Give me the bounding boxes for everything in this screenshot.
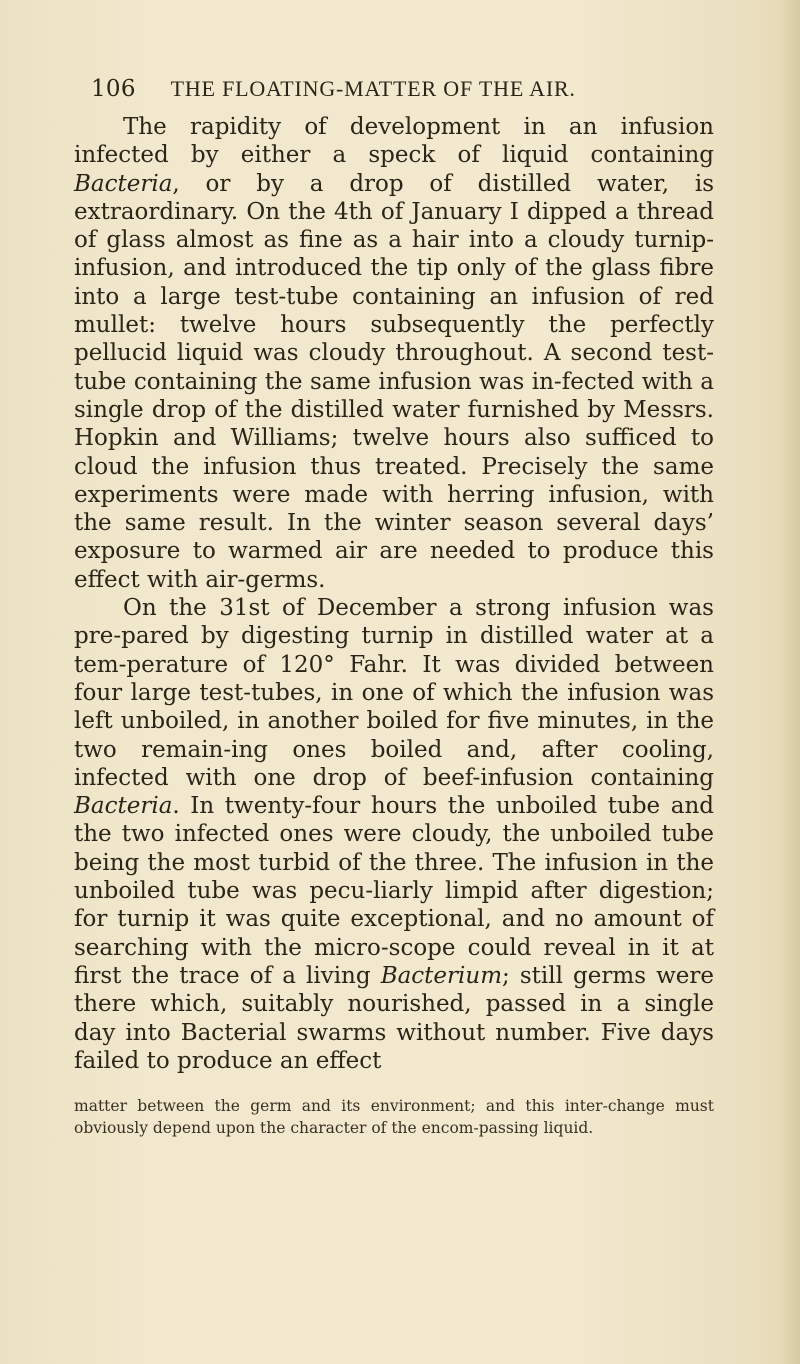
paragraph — [74, 113, 714, 594]
paragraph-text: The rapidity of development in an infusion infected by either a speck of liquid containing — [74, 114, 714, 169]
paragraph-text: . In twenty-four hours the unboiled tube and the two infected ones were cloudy, the unboiled tube being the most turbid of the three. The infusion in the unboiled tube was pecu-liarly limpid after digestion; for turnip it was quite exceptional, and no amount of searching with the micro-scope could reveal in it at first the trace of a living — [74, 793, 714, 989]
paragraph-text: , or by a drop of distilled water, is extraordinary. On the 4th of January I dipped a thread of glass almost as fine as a hair into a cloudy turnip-infusion, and introduced the tip only of the glass fibre into a large test-tube containing an infusion of red mullet: twelve hours subsequently the perfectly pellucid liquid was cloudy throughout. A second test-tube containing the same infusion was in-fected with a single drop of the distilled water furnished by Messrs. Hopkin and Williams; twelve hours also sufficed to cloud the infusion thus treated. Precisely the same experiments were made with herring infusion, with the same result. In the winter season several days’ exposure to warmed air are needed to produce this effect with air-germs. — [74, 170, 714, 593]
italic-term: Bacterium — [380, 962, 503, 989]
page-number: 106 — [91, 76, 136, 102]
italic-term: Bacteria — [74, 793, 173, 820]
paragraph — [74, 594, 714, 1075]
page-header — [91, 76, 651, 102]
paragraph-text: ; still germs were there which, suitably nourished, passed in a single day into Bacterial swarms without number. Five days failed to produce an effect — [74, 962, 714, 1074]
page-edge-shadow — [782, 0, 800, 1364]
italic-term: Bacteria — [74, 170, 173, 197]
body-text — [74, 113, 714, 1075]
footnote: matter between the germ and its environment; and this inter-change must obviously depend upon the character of the encom-passing liquid. — [74, 1097, 714, 1137]
paragraph-text: On the 31st of December a strong infusion was pre-pared by digesting turnip in distilled water at a tem-perature of 120° Fahr. It was divided between four large test-tubes, in one of which the infusion was left unboiled, in another boiled for five minutes, in the two remain-ing ones boiled and, after cooling, infected with one drop of beef-infusion containing — [74, 595, 714, 791]
running-title: THE FLOATING-MATTER OF THE AIR. — [170, 76, 576, 101]
